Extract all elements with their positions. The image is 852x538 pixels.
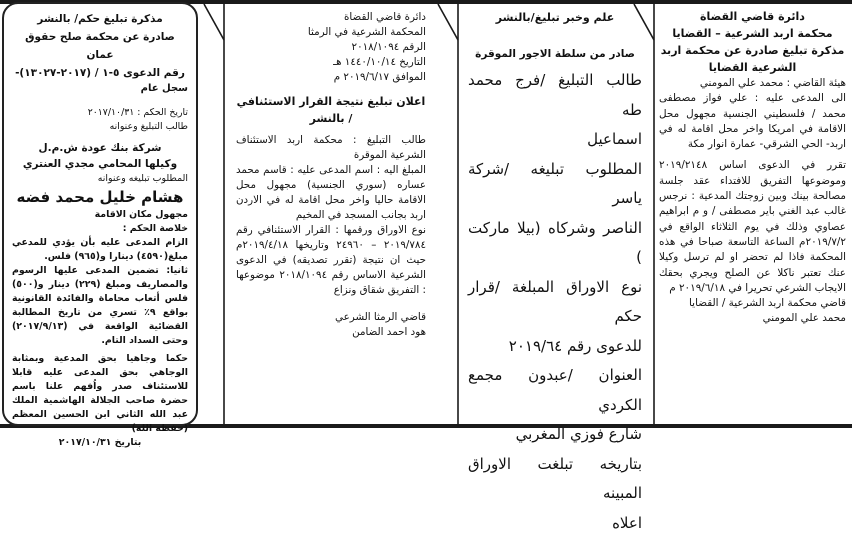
c4-ruling-date: تاريخ الحكم : ٢٠١٧/١٠/٣١	[12, 106, 188, 120]
c2-line: بتاريخه تبلغت الاوراق المبينه	[468, 450, 642, 509]
c3-title: اعلان تبليغ نتيجة القرار الاستئنافي / بالنشر	[236, 93, 426, 127]
c2-issuer: صادر من سلطة الاجور الموقرة	[468, 48, 642, 60]
c3-signature-name: هود احمد الضامن	[236, 325, 426, 340]
column-divider	[202, 4, 228, 424]
c2-line: اسماعيل	[468, 125, 642, 155]
c2-line: اعلاه	[468, 509, 642, 538]
notice-ramtha-court	[228, 4, 434, 424]
c3-header-line: المحكمة الشرعية في الرمثا	[236, 25, 426, 40]
c1-signature-title: قاضي محكمة اربد الشرعية / القضايا	[659, 296, 846, 311]
c4-lawyer: وكيلها المحامي مجدي العنتري	[12, 156, 188, 172]
c1-judge: هيئة القاضي : محمد علي المومني	[659, 76, 846, 91]
c4-record: سجل عام	[12, 82, 188, 96]
c2-line: نوع الاوراق المبلغة /قرار حكم	[468, 273, 642, 332]
c4-second: ثانيا: تضمين المدعى عليها الرسوم والمصاريف ومبلغ (٢٢٩) دينار و(٥٠٠) فلس أتعاب محاماة والفائدة القانونية بواقع ٩٪ تسري من تاريخ المطالبة القضائية الواقعة في (٢٠١٧/٩/١٣) وحتى السداد التام.	[12, 264, 188, 348]
c3-header-line: دائرة قاضي القضاة	[236, 10, 426, 25]
c4-address: مجهول مكان الاقامة	[12, 208, 188, 222]
c4-court: صادرة عن محكمة صلح حقوق عمان	[12, 28, 188, 64]
c4-summary-label: خلاصة الحكم :	[12, 222, 188, 236]
column-divider	[436, 4, 462, 424]
c1-signature-name: محمد علي المومني	[659, 311, 846, 326]
c2-line: شارع فوزي المغربي	[468, 420, 642, 450]
c1-defendant: الى المدعى عليه : علي فواز مصطفى محمد / فلسطيني الجنسية مجهول محل الاقامة في امريكا واخر محل اقامة له في اربد- الحي الشرقي- عمارة انوار مكة	[659, 91, 846, 152]
c3-header-line: الرقم ٢٠١٨/١٠٩٤	[236, 40, 426, 55]
notice-amman-court	[2, 2, 198, 426]
notice-wage-authority	[460, 4, 650, 424]
c2-header: علم وخبر تبليغ/بالنشر	[468, 10, 642, 26]
c4-respondent-label: المطلوب تبليغه وعنوانه	[12, 172, 188, 186]
c3-signature-title: قاضي الرمثا الشرعي	[236, 310, 426, 325]
c3-header-line: الموافق ٢٠١٩/٦/١٧ م	[236, 70, 426, 85]
c4-summary: الزام المدعى عليه بأن يؤدي للمدعي مبلغ(٤٥٩٠) دينارا و(٩٦٥) فلس.	[12, 236, 188, 264]
c1-header3: مذكرة تبليغ صادرة عن محكمة اربد الشرعية القضايا	[659, 42, 846, 76]
c4-case-no: رقم الدعوى ٥-١ / (٢٠١٧-١٣٠٢٧)-	[12, 64, 188, 82]
c3-body: المبلغ اليه : اسم المدعى عليه : قاسم محمد عساره (سوري الجنسية) مجهول محل الاقامة حاليا واخر محل اقامة له في الاردن اربد بجانب المسجد في المخيم	[236, 163, 426, 223]
c3-body: طالب التبليغ : محكمة اربد الاستئناف الشرعية الموقرة	[236, 133, 426, 163]
c2-line: للدعوى رقم ٢٠١٩/٦٤	[468, 332, 642, 362]
c1-header1: دائرة قاضي القضاة	[659, 8, 846, 25]
c4-requester-label: طالب التبليغ وعنوانه	[12, 120, 188, 134]
c2-line: العنوان /عبدون مجمع الكردي	[468, 361, 642, 420]
c3-header-line: التاريخ ١٤٤٠/١٠/١٤ هـ	[236, 55, 426, 70]
c2-line: الناصر وشركاه (بيلا ماركت )	[468, 214, 642, 273]
c1-header2: محكمة اربد الشرعية – القضايا	[659, 25, 846, 42]
c2-line: المطلوب تبليغه /شركة ياسر	[468, 155, 642, 214]
c2-line: طالب التبليغ /فرج محمد طه	[468, 66, 642, 125]
c4-respondent: هشام خليل محمد فضه	[12, 186, 188, 208]
c4-header: مذكرة تبليغ حكم/ بالنشر	[12, 10, 188, 28]
notice-court-irbid	[653, 4, 852, 424]
c4-date-line: بتاريخ ٢٠١٧/١٠/٣١	[12, 436, 188, 450]
c4-requester: شركة بنك عودة ش.م.ل	[12, 140, 188, 156]
c3-body: نوع الاوراق ورقمها : القرار الاستئنافي رقم ٢٠١٩/٧٨٤ – ٢٤٩٦٠ وتاريخها ٢٠١٩/٤/١٨م حيث ان نتيجة (تقرر تصديقه) في الدعوى الشرعية الاساس رقم ٢٠١٨/١٠٩٤ موضوعها : التفريق شقاق ونزاع	[236, 223, 426, 298]
c1-decision: تقرر في الدعوى اساس ٢٠١٩/٢١٤٨ وموضوعها التفريق للافتداء عقد جلسة مصالحة بينك وبين زوجتك المدعية : نرجس غالب عبد الغني باير مصطفى / و م ابراهيم عصاوي وذلك في يوم الثلاثاء الواقع في ٢٠١٩/٧/٢م الساعة التاسعة صباحا في هذه المحكمة فاذا لم تحضر او لم ترسل وكيلا عنك تعتبر ناكلا عن الصلح ويجري بحقك الايجاب الشرعي تحريرا في ٢٠١٩/٦/١٨ م	[659, 158, 846, 296]
c4-verdict: حكما وجاهيا بحق المدعية وبمثابة الوجاهي بحق المدعى عليه قابلا للاستئناف صدر واُفهم علنا باسم حضرة صاحب الجلالة الهاشمية الملك عبد الله الثاني ابن الحسين المعظم (حفظه الله)	[12, 352, 188, 436]
